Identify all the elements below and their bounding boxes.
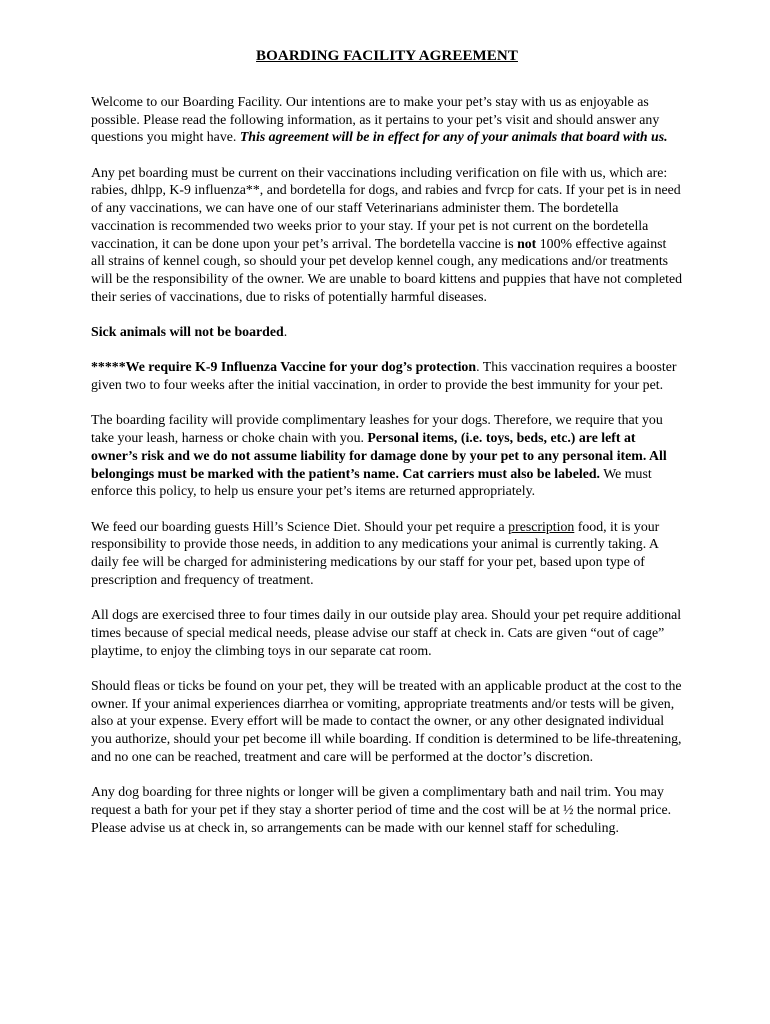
k9-influenza-text: . This vaccination requires a booster given two to four weeks after the initial vaccination, in order to provide the best immunity for your pet. — [91, 359, 677, 392]
sick-animals-paragraph — [91, 323, 683, 341]
prescription-underlined: prescription — [508, 518, 575, 534]
k9-influenza-notice: *****We require K-9 Influenza Vaccine for your dog’s protection — [91, 359, 477, 375]
vaccination-text-1: Any pet boarding must be current on their vaccinations including verification on file with us, which are: rabies, dhlpp, K-9 influenza**, and bordetella for dogs, and rabies and fvrcp for cats. If your pet is in need of any vaccinations, we can have one of our staff Veterinarians administer them. The bordetella vaccination is recommended two weeks prior to your stay. If your pet is not current on the bordetella vaccination, it can be done upon your pet’s arrival. The bordetella vaccine is — [91, 164, 681, 251]
welcome-paragraph — [91, 93, 683, 146]
vaccination-text-2: 100% effective against all strains of kennel cough, so should your pet develop kennel cough, any medications and/or treatments will be the responsibility of the owner. We are unable to board kittens and puppies that have not completed their series of vaccinations, due to risks of potentially harmful diseases. — [91, 235, 683, 304]
document-title: BOARDING FACILITY AGREEMENT — [256, 48, 518, 64]
belongings-liability-notice: Personal items, (i.e. toys, beds, etc.) are left at owner’s risk and we do not assume liability for damage done by your pet to any personal item. All belongings must be marked with the patient’s name. Cat carriers must also be labeled. — [91, 430, 667, 481]
sick-animals-notice: Sick animals will not be boarded — [91, 324, 284, 339]
k9-influenza-paragraph — [91, 358, 683, 394]
medical-care-paragraph: Should fleas or ticks be found on your pet, they will be treated with an applicable product at the cost to the owner. If your animal experiences diarrhea or vomiting, appropriate treatments and/or tests will be given, also at your expense. Every effort will be made to contact the owner, or any other designated individual you authorize, should your pet become ill while boarding. If condition is determined to be life-threatening, and no one can be reached, treatment and care will be performed at the doctor’s discretion. — [91, 677, 682, 764]
sick-animals-end: . — [283, 324, 288, 339]
belongings-end: We must enforce this policy, to help us ensure your pet’s items are returned appropriately. — [91, 465, 652, 499]
agreement-effect-notice: This agreement will be in effect for any of your animals that board with us. — [239, 129, 668, 145]
bath-paragraph: Any dog boarding for three nights or longer will be given a complimentary bath and nail trim. You may request a bath for your pet if they stay a shorter period of time and the cost will be at ½ the normal price. Please advise us at check in, so arrangements can be made with our kennel staff for scheduling. — [91, 784, 672, 835]
feeding-text-2: food, it is your responsibility to provide those needs, in addition to any medications your animal is currently taking. A daily fee will be charged for administering medications by our staff for your pet, based upon type of prescription and frequency of treatment. — [91, 518, 660, 587]
agreement-page — [91, 48, 683, 854]
vaccination-paragraph — [91, 164, 683, 306]
belongings-paragraph — [91, 411, 683, 500]
exercise-paragraph: All dogs are exercised three to four times daily in our outside play area. Should your pet require additional times because of special medical needs, please advise our staff at check in. Cats are given “out of cage” playtime, to enjoy the climbing toys in our separate cat room. — [91, 607, 682, 658]
feeding-paragraph — [91, 518, 683, 589]
welcome-text: Welcome to our Boarding Facility. Our intentions are to make your pet’s stay with us as enjoyable as possible. Please read the following information, as it pertains to your pet’s visit and should answer any questions you might have. — [91, 93, 660, 145]
vaccination-not-emphasis: not — [517, 235, 537, 251]
feeding-text-1: We feed our boarding guests Hill’s Science Diet. Should your pet require a — [91, 518, 509, 534]
belongings-text: The boarding facility will provide complimentary leashes for your dogs. Therefore, we require that you take your leash, harness or choke chain with you. — [91, 412, 663, 445]
